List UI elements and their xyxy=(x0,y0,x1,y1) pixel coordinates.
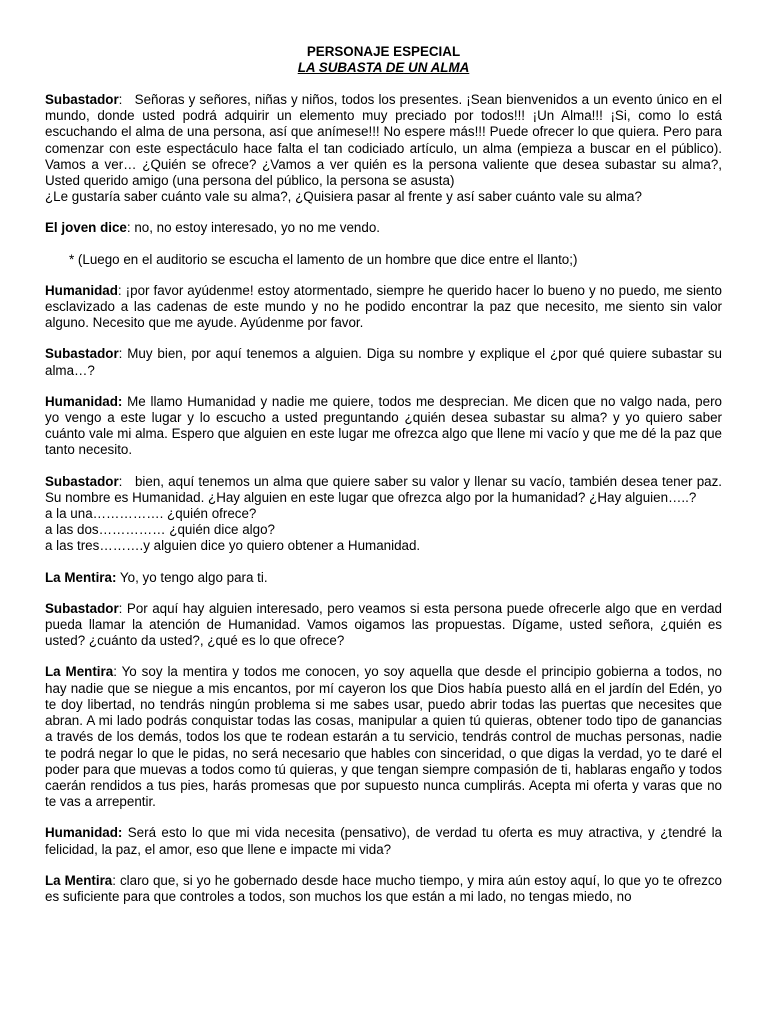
dialogue-paragraph xyxy=(45,346,722,378)
speaker-name: Subastador xyxy=(45,600,119,616)
stage-note: * (Luego en el auditorio se escucha el lamento de un hombre que dice entre el llanto;) xyxy=(69,251,578,267)
auction-call-line: a la una……………. ¿quién ofrece? xyxy=(45,506,257,522)
speaker-name: La Mentira xyxy=(45,664,114,680)
speaker-separator: : xyxy=(126,220,131,236)
speaker-name: Subastador xyxy=(45,92,119,107)
dialogue-line: ¿Le gustaría saber cuánto vale su alma?, ¿Quisiera pasar al frente y así saber cuánto vale su alma? xyxy=(45,189,642,205)
dialogue-text: Por aquí hay alguien interesado, pero veamos si esta persona puede ofrecerle algo que en verdad pueda llamar la atención de Humanidad. Vamos oigamos las propuestas. Dígame, usted señora, ¿quién es usted? ¿cuánto da usted?, ¿qué es lo que ofrece? xyxy=(45,600,722,649)
dialogue-text: no, no estoy interesado, yo no me vendo. xyxy=(130,220,380,236)
dialogue-text: Yo soy la mentira y todos me conocen, yo soy aquella que desde el principio gobierna a todos, no hay nadie que se niegue a mis encantos, por mí cayeron los que Dios había puesto allá en el jardín del Edén, yo te doy libertad, no tendrás ningún problema si me sabes usar, puedo abrir todas las puertas que necesites que abran. A mi lado podrás conquistar todas las cosas, manipular a quien tú quieras, obtener todo tipo de ganancias a través de los demás, todos los que te rodean estarán a tu servicio, tendrás control de muchas personas, nadie te podrá negar lo que le pidas, no será necesario que hables con sinceridad, o que digas la verdad, yo te daré el poder para que muevas a todos como tú quieras, y que tengan siempre compasión de ti, hablaras engaño y todos caerán rendidos a tus pies, harás promesas que por supuesto nunca cumplirás. Acepta mi oferta y varas que no te vas a arrepentir. xyxy=(45,664,722,810)
auction-call-line: a las dos…………… ¿quién dice algo? xyxy=(45,522,275,538)
speaker-name: La Mentira: xyxy=(45,569,117,585)
dialogue-paragraph xyxy=(45,283,722,332)
dialogue-paragraph xyxy=(45,394,722,459)
dialogue-text: bien, aquí tenemos un alma que quiere saber su valor y llenar su vacío, también desea tener paz. Su nombre es Humanidad. ¿Hay alguien en este lugar que ofrezca algo por la humanidad? ¿Hay alguien…..? xyxy=(45,473,726,505)
speaker-separator: : xyxy=(113,664,117,680)
dialogue-paragraph xyxy=(45,601,722,650)
dialogue-text: Yo, yo tengo algo para ti. xyxy=(116,569,268,585)
dialogue-text: Me llamo Humanidad y nadie me quiere, todos me desprecian. Me dicen que no valgo nada, pero yo vengo a este lugar y lo escucho a usted preguntando ¿quién desea subastar su alma? y yo quiero saber cuánto vale mi alma. Espero que alguien en este lugar me ofrezca algo que llene mi vacío y que me dé la paz que tanto necesito. xyxy=(45,393,722,458)
dialogue-paragraph xyxy=(45,825,722,857)
dialogue-paragraph xyxy=(45,570,722,586)
dialogue-text: Será esto lo que mi vida necesita (pensativo), de verdad tu oferta es muy atractiva, y ¿tendré la felicidad, la paz, el amor, eso que llene e impacte mi vida? xyxy=(45,825,722,857)
document-subtitle: LA SUBASTA DE UN ALMA xyxy=(297,60,470,75)
dialogue-paragraph xyxy=(45,473,726,555)
speaker-separator: : xyxy=(117,282,122,298)
dialogue-paragraph xyxy=(45,220,722,236)
document-title: PERSONAJE ESPECIAL xyxy=(306,44,461,59)
auction-call-line: a las tres……….y alguien dice yo quiero obtener a Humanidad. xyxy=(45,538,421,554)
speaker-separator: : xyxy=(112,872,116,888)
dialogue-paragraph xyxy=(45,664,722,810)
dialogue-text: Señoras y señores, niñas y niños, todos los presentes. ¡Sean bienvenidos a un evento único en el mundo, donde usted podrá adquirir un elemento muy preciado por todos!!! ¡Un Alma!!! ¡Si, como lo está escuchando el alma de una persona, así que anímese!!! No espere más!!! Puede ofrecer lo que quiera. Pero para comenzar con este espectáculo hace falta el tan codiciado artículo, un alma (empieza a buscar en el público). Vamos a ver… ¿Quién se ofrece? ¿Vamos a ver quién es la persona valiente que desea subastar su alma?, Usted querido amigo (una persona del público, la persona se asusta) xyxy=(45,92,726,189)
speaker-name: La Mentira xyxy=(45,872,113,888)
speaker-separator: : xyxy=(118,346,123,362)
dialogue-text: ¡por favor ayúdenme! estoy atormentado, siempre he querido hacer lo bueno y no puedo, me siento esclavizado a las cadenas de este mundo y no he podido encontrar la paz que necesito, me siento sin valor alguno. Necesito que me ayude. Ayúdenme por favor. xyxy=(45,282,722,331)
dialogue-text: claro que, si yo he gobernado desde hace mucho tiempo, y mira aún estoy aquí, lo que yo te ofrezco es suficiente para que controles a todos, son muchos los que están a mi lado, no tengas miedo, no xyxy=(45,872,722,904)
speaker-separator: : xyxy=(118,473,123,489)
speaker-name: Humanidad: xyxy=(45,393,123,409)
speaker-name: Subastador xyxy=(45,473,119,489)
dialogue-paragraph xyxy=(45,873,722,905)
speaker-name: El joven dice xyxy=(45,220,127,236)
speaker-separator: : xyxy=(118,600,123,616)
speaker-separator: : xyxy=(118,92,123,107)
speaker-name: Humanidad xyxy=(45,282,118,298)
speaker-name: Humanidad: xyxy=(45,825,123,841)
dialogue-text: Muy bien, por aquí tenemos a alguien. Diga su nombre y explique el ¿por qué quiere subastar su alma…? xyxy=(45,346,722,378)
dialogue-paragraph xyxy=(45,92,726,205)
speaker-name: Subastador xyxy=(45,346,119,362)
